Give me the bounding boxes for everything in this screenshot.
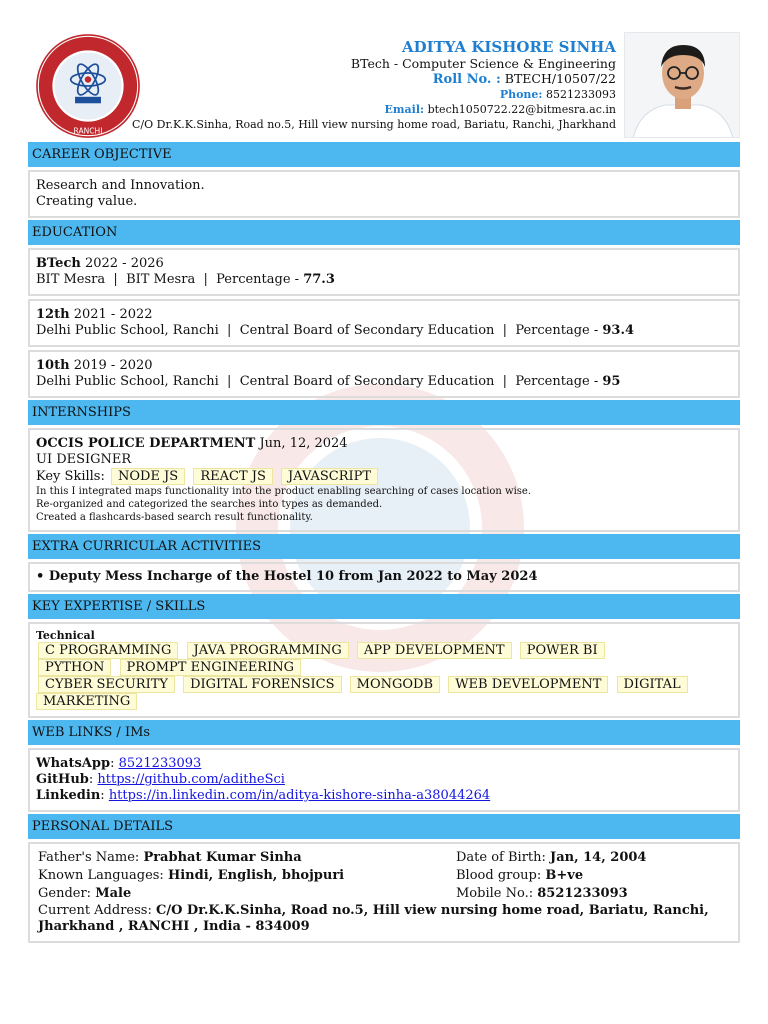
- intern-org: OCCIS POLICE DEPARTMENT: [36, 436, 256, 451]
- edu-board: Central Board of Secondary Education: [239, 323, 495, 338]
- section-extra-curricular: EXTRA CURRICULAR ACTIVITIES: [28, 534, 740, 559]
- education-entry: 10th 2019 - 2020 Delhi Public School, Ranchi | Central Board of Secondary Education | Percentage - 95: [28, 350, 740, 398]
- languages-label: Known Languages:: [38, 868, 164, 883]
- section-career-objective: CAREER OBJECTIVE: [28, 142, 740, 167]
- header-address: C/O Dr.K.K.Sinha, Road no.5, Hill view nursing home road, Bariatu, Ranchi, Jharkhand: [132, 118, 616, 131]
- logo-label: RANCHI: [73, 126, 103, 136]
- edu-percentage: 95: [602, 374, 621, 389]
- skill-tag: POWER BI: [520, 642, 605, 659]
- skill-tag: MARKETING: [36, 693, 137, 710]
- intern-desc: Created a flashcards-based search result functionality.: [36, 512, 313, 523]
- languages: Hindi, English, bhojpuri: [167, 868, 345, 883]
- edu-perc-label: Percentage -: [515, 374, 599, 389]
- skill-tag: PYTHON: [38, 659, 111, 676]
- mobile-label: Mobile No.:: [456, 886, 534, 901]
- github-link[interactable]: https://github.com/aditheSci: [97, 772, 285, 787]
- skill-tag: PROMPT ENGINEERING: [120, 659, 301, 676]
- extra-activity: • Deputy Mess Incharge of the Hostel 10 from Jan 2022 to May 2024: [28, 562, 740, 592]
- career-line: Research and Innovation.: [36, 178, 205, 193]
- edu-percentage: 93.4: [602, 323, 635, 338]
- profile-photo: [624, 32, 740, 138]
- edu-perc-label: Percentage -: [515, 323, 599, 338]
- resume-header: [28, 28, 740, 140]
- gender-label: Gender:: [38, 886, 92, 901]
- dob-label: Date of Birth:: [456, 850, 546, 865]
- intern-role: UI DESIGNER: [36, 452, 132, 467]
- person-icon: [625, 33, 740, 138]
- edu-years: 2019 - 2020: [73, 358, 153, 373]
- section-education: EDUCATION: [28, 220, 740, 245]
- intern-desc: Re-organized and categorized the searches into types as demanded.: [36, 499, 383, 510]
- mobile-number: 8521233093: [537, 886, 628, 901]
- skills-box: [28, 622, 740, 718]
- email-address: btech1050722.22@bitmesra.ac.in: [427, 103, 616, 116]
- linkedin-link[interactable]: https://in.linkedin.com/in/aditya-kishore-sinha-a38044264: [108, 788, 491, 803]
- phone-label: Phone:: [499, 88, 543, 101]
- section-skills: KEY EXPERTISE / SKILLS: [28, 594, 740, 619]
- career-objective-box: [28, 170, 740, 218]
- institute-logo: [34, 32, 142, 140]
- skills-category: Technical: [36, 629, 95, 642]
- skill-tag: DIGITAL FORENSICS: [183, 676, 341, 693]
- edu-level: 10th: [36, 358, 70, 373]
- skill-tag: JAVA PROGRAMMING: [187, 642, 349, 659]
- internship-entry: [28, 428, 740, 532]
- edu-level: BTech: [36, 256, 81, 271]
- skill-tag: APP DEVELOPMENT: [357, 642, 512, 659]
- section-personal-details: PERSONAL DETAILS: [28, 814, 740, 839]
- skill-tag: WEB DEVELOPMENT: [448, 676, 608, 693]
- github-label: GitHub: [36, 772, 89, 787]
- intern-date: Jun, 12, 2024: [259, 436, 348, 451]
- skill-tag: C PROGRAMMING: [38, 642, 178, 659]
- skill-tag: JAVASCRIPT: [281, 468, 378, 485]
- blood-group: B+ve: [545, 868, 584, 883]
- gender: Male: [95, 886, 132, 901]
- father-name: Prabhat Kumar Sinha: [143, 850, 302, 865]
- email-label: Email:: [384, 103, 425, 116]
- education-entry: BTech 2022 - 2026 BIT Mesra | BIT Mesra | Percentage - 77.3: [28, 248, 740, 296]
- edu-years: 2022 - 2026: [84, 256, 164, 271]
- intern-desc: In this I integrated maps functionality into the product enabling searching of cases location wise.: [36, 486, 532, 497]
- skill-tag: MONGODB: [350, 676, 440, 693]
- skill-tag: REACT JS: [193, 468, 273, 485]
- edu-perc-label: Percentage -: [216, 272, 300, 287]
- career-line: Creating value.: [36, 194, 138, 209]
- personal-details-box: [28, 842, 740, 943]
- web-links-box: WhatsApp: 8521233093 GitHub: https://github.com/aditheSci Linkedin: https://in.linkedin.com/in/aditya-kishore-sinha-a38044264: [28, 748, 740, 812]
- linkedin-label: Linkedin: [36, 788, 101, 803]
- whatsapp-link[interactable]: 8521233093: [118, 756, 202, 771]
- edu-percentage: 77.3: [303, 272, 335, 287]
- skill-tag: NODE JS: [111, 468, 185, 485]
- education-entry: 12th 2021 - 2022 Delhi Public School, Ranchi | Central Board of Secondary Education | Percentage - 93.4: [28, 299, 740, 347]
- father-label: Father's Name:: [38, 850, 140, 865]
- blood-label: Blood group:: [456, 868, 542, 883]
- edu-years: 2021 - 2022: [73, 307, 153, 322]
- candidate-name: ADITYA KISHORE SINHA: [401, 38, 616, 56]
- edu-institute: Delhi Public School, Ranchi: [36, 374, 219, 389]
- date-of-birth: Jan, 14, 2004: [550, 850, 647, 865]
- roll-number: BTECH/10507/22: [504, 71, 616, 86]
- key-skills-label: Key Skills:: [36, 469, 105, 484]
- edu-board: Central Board of Secondary Education: [239, 374, 495, 389]
- section-internships: INTERNSHIPS: [28, 400, 740, 425]
- skill-tag: CYBER SECURITY: [38, 676, 175, 693]
- phone-number: 8521233093: [546, 88, 616, 101]
- degree: BTech - Computer Science & Engineering: [350, 56, 616, 71]
- edu-board: BIT Mesra: [126, 272, 196, 287]
- address-label: Current Address:: [38, 903, 152, 918]
- section-web-links: WEB LINKS / IMs: [28, 720, 740, 745]
- edu-level: 12th: [36, 307, 70, 322]
- current-address: C/O Dr.K.K.Sinha, Road no.5, Hill view nursing home road, Bariatu, Ranchi, Jharkhand , RANCHI , India - 834009: [38, 903, 709, 934]
- edu-institute: Delhi Public School, Ranchi: [36, 323, 219, 338]
- skill-tag: DIGITAL: [617, 676, 688, 693]
- whatsapp-label: WhatsApp: [36, 756, 111, 771]
- roll-label: Roll No. :: [432, 72, 501, 87]
- edu-institute: BIT Mesra: [36, 272, 106, 287]
